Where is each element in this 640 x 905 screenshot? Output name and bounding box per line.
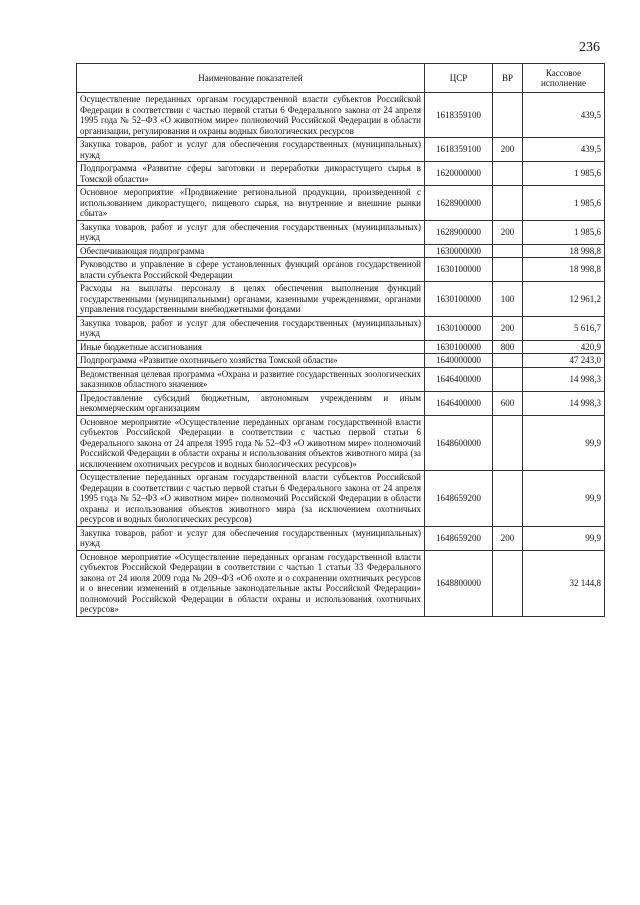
- row-cash: 12 961,2: [523, 282, 605, 317]
- row-csr: 1630100000: [425, 340, 493, 354]
- row-vr: [493, 186, 523, 221]
- row-cash: 32 144,8: [523, 550, 605, 616]
- row-vr: [493, 93, 523, 138]
- row-csr: 1646400000: [425, 367, 493, 391]
- table-row: [77, 186, 605, 221]
- table-row: [77, 354, 605, 368]
- row-vr: 200: [493, 316, 523, 340]
- row-name: Осуществление переданных органам государственной власти субъектов Российской Федерации в соответствии с частью первой статьи 6 Федерального закона от 24 апреля 1995 года № 52–ФЗ «О животном мире» полномочий Российской Федерации в области охраны и использования объектов животного мира (за исключением охотничьих ресурсов и водных биологических ресурсов): [77, 471, 425, 527]
- table-row: [77, 415, 605, 471]
- row-name: Руководство и управление в сфере установленных функций органов государственной власти субъекта Российской Федерации: [77, 258, 425, 282]
- row-vr: 800: [493, 340, 523, 354]
- row-vr: 200: [493, 138, 523, 162]
- table-row: [77, 93, 605, 138]
- row-vr: 200: [493, 526, 523, 550]
- table-row: [77, 138, 605, 162]
- table-row: [77, 471, 605, 527]
- table-row: [77, 258, 605, 282]
- row-csr: 1628900000: [425, 186, 493, 221]
- page-number: 236: [579, 40, 600, 55]
- row-csr: 1628900000: [425, 220, 493, 244]
- row-csr: 1618359100: [425, 93, 493, 138]
- header-vr: ВР: [493, 64, 523, 93]
- table-row: [77, 550, 605, 616]
- budget-table: [76, 63, 605, 617]
- table-row: [77, 282, 605, 317]
- row-csr: 1648659200: [425, 471, 493, 527]
- row-csr: 1630000000: [425, 244, 493, 258]
- row-cash: 99,9: [523, 471, 605, 527]
- row-cash: 18 998,8: [523, 244, 605, 258]
- row-cash: 99,9: [523, 526, 605, 550]
- table-header-row: [77, 64, 605, 93]
- row-name: Обеспечивающая подпрограмма: [77, 244, 425, 258]
- header-cash: Кассовое исполнение: [523, 64, 605, 93]
- row-cash: 1 985,6: [523, 162, 605, 186]
- row-vr: [493, 367, 523, 391]
- row-name: Иные бюджетные ассигнования: [77, 340, 425, 354]
- row-csr: 1620000000: [425, 162, 493, 186]
- row-csr: 1646400000: [425, 391, 493, 415]
- row-name: Закупка товаров, работ и услуг для обеспечения государственных (муниципальных) нужд: [77, 220, 425, 244]
- row-name: Подпрограмма «Развитие сферы заготовки и переработки дикорастущего сырья в Томской области»: [77, 162, 425, 186]
- row-csr: 1630100000: [425, 282, 493, 317]
- row-vr: [493, 550, 523, 616]
- row-vr: [493, 244, 523, 258]
- table-row: [77, 340, 605, 354]
- table-row: [77, 220, 605, 244]
- row-cash: 439,5: [523, 138, 605, 162]
- row-vr: [493, 258, 523, 282]
- row-name: Закупка товаров, работ и услуг для обеспечения государственных (муниципальных) нужд: [77, 138, 425, 162]
- row-cash: 47 243,0: [523, 354, 605, 368]
- row-cash: 99,9: [523, 415, 605, 471]
- header-csr: ЦСР: [425, 64, 493, 93]
- row-name: Предоставление субсидий бюджетным, автономным учреждениям и иным некоммерческим организациям: [77, 391, 425, 415]
- row-csr: 1648600000: [425, 415, 493, 471]
- row-vr: [493, 415, 523, 471]
- header-name: Наименование показателей: [77, 64, 425, 93]
- row-vr: [493, 354, 523, 368]
- row-csr: 1648800000: [425, 550, 493, 616]
- row-csr: 1630100000: [425, 258, 493, 282]
- row-csr: 1618359100: [425, 138, 493, 162]
- row-cash: 5 616,7: [523, 316, 605, 340]
- row-name: Основное мероприятие «Продвижение региональной продукции, произведенной с использованием дикорастущего, пищевого сырья, на внутренние и внешние рынки сбыта»: [77, 186, 425, 221]
- row-name: Подпрограмма «Развитие охотничьего хозяйства Томской области»: [77, 354, 425, 368]
- row-name: Закупка товаров, работ и услуг для обеспечения государственных (муниципальных) нужд: [77, 526, 425, 550]
- table-row: [77, 526, 605, 550]
- row-vr: [493, 162, 523, 186]
- row-cash: 14 998,3: [523, 391, 605, 415]
- row-name: Расходы на выплаты персоналу в целях обеспечения выполнения функций государственными (муниципальными) органами, казенными учреждениями, органами управления государственными внебюджетными фондами: [77, 282, 425, 317]
- row-cash: 439,5: [523, 93, 605, 138]
- row-csr: 1630100000: [425, 316, 493, 340]
- row-cash: 1 985,6: [523, 220, 605, 244]
- table-row: [77, 316, 605, 340]
- row-name: Осуществление переданных органам государственной власти субъектов Российской Федерации в соответствии с частью первой статьи 6 Федерального закона от 24 апреля 1995 года № 52–ФЗ «О животном мире» полномочий Российской Федерации в области организации, регулирования и охраны водных биологических ресурсов: [77, 93, 425, 138]
- row-csr: 1648659200: [425, 526, 493, 550]
- row-vr: 600: [493, 391, 523, 415]
- row-vr: 200: [493, 220, 523, 244]
- table-row: [77, 162, 605, 186]
- table-row: [77, 391, 605, 415]
- row-name: Основное мероприятие «Осуществление переданных органам государственной власти субъектов Российской Федерации в соответствии с частью первой статьи 6 Федерального закона от 24 апреля 1995 года № 52–ФЗ «О животном мире» полномочий Российской Федерации в области охраны и использования объектов животного мира (за исключением охотничьих ресурсов и водных биологических ресурсов)»: [77, 415, 425, 471]
- row-name: Основное мероприятие «Осуществление переданных органам государственной власти субъектов Российской Федерации в соответствии с частью 1 статьи 33 Федерального закона от 24 июля 2009 года № 209–ФЗ «Об охоте и о сохранении охотничьих ресурсов и о внесении изменений в отдельные законодательные акты Российской Федерации» полномочий Российской Федерации в области охраны и использования охотничьих ресурсов»: [77, 550, 425, 616]
- row-cash: 18 998,8: [523, 258, 605, 282]
- table-row: [77, 244, 605, 258]
- row-csr: 1640000000: [425, 354, 493, 368]
- row-cash: 14 998,3: [523, 367, 605, 391]
- row-name: Ведомственная целевая программа «Охрана и развитие государственных зоологических заказников областного значения»: [77, 367, 425, 391]
- row-vr: 100: [493, 282, 523, 317]
- row-name: Закупка товаров, работ и услуг для обеспечения государственных (муниципальных) нужд: [77, 316, 425, 340]
- row-cash: 1 985,6: [523, 186, 605, 221]
- table-row: [77, 367, 605, 391]
- row-cash: 420,9: [523, 340, 605, 354]
- row-vr: [493, 471, 523, 527]
